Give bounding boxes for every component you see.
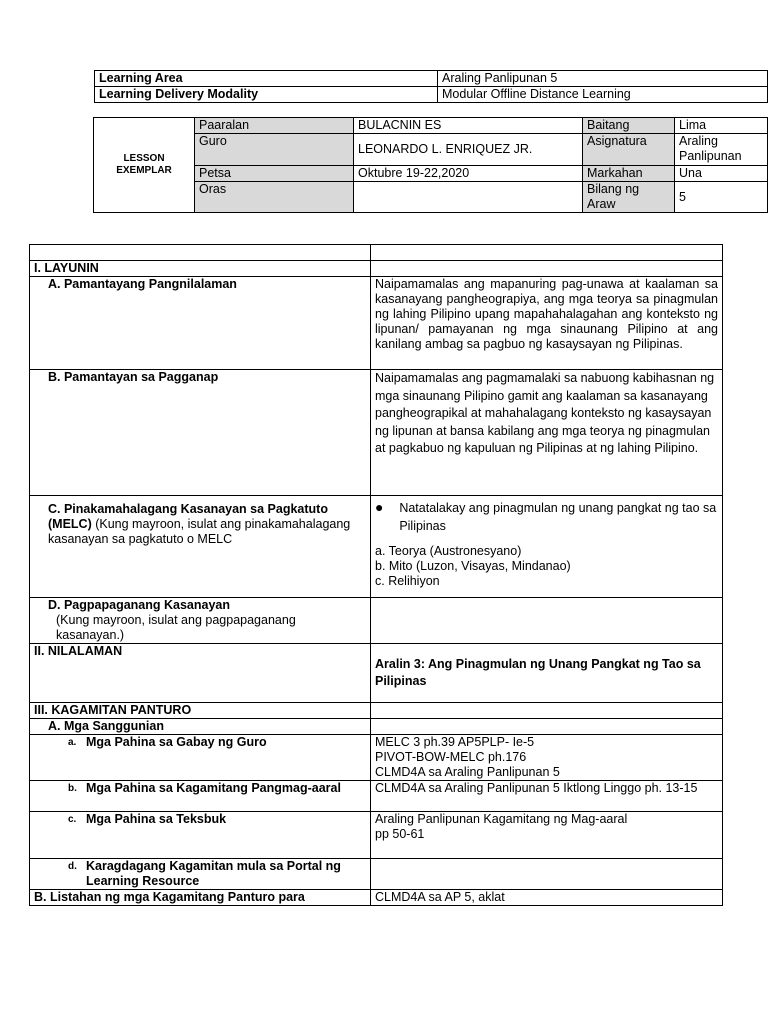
melc-bullet: [375, 500, 718, 535]
melc-label-rest: (Kung mayroon, isulat ang pinakamahalagang kasanayan sa pagkatuto o MELC: [48, 517, 351, 546]
bullet-icon: ●: [375, 499, 384, 515]
melc-item-c: c. Relihiyon: [375, 574, 440, 588]
modality-label: Learning Delivery Modality: [95, 87, 438, 103]
petsa-label: Petsa: [195, 166, 354, 182]
pangmag-aaral-text: Mga Pahina sa Kagamitang Pangmag-aaral: [86, 781, 341, 795]
melc-item-a: a. Teorya (Austronesyano): [375, 544, 522, 558]
gabay-guro-line-3: CLMD4A sa Araling Panlipunan 5: [375, 765, 560, 779]
melc-bullet-text: Natatalakay ang pinagmulan ng unang pangkat ng tao sa Pilipinas: [399, 501, 717, 533]
blank-cell: [371, 598, 723, 644]
gabay-guro-value: [371, 735, 723, 781]
asignatura-label: Asignatura: [583, 134, 675, 166]
bilang-value: 5: [675, 182, 768, 213]
blank-cell: [371, 261, 723, 277]
teksbuk-label: [30, 812, 371, 859]
pangmag-aaral-value: CLMD4A sa Araling Panlipunan 5 Iktlong Linggo ph. 13-15: [371, 781, 723, 812]
info-table: [93, 117, 768, 213]
paaralan-label: Paaralan: [195, 118, 354, 134]
teksbuk-line-2: pp 50-61: [375, 827, 425, 841]
listahan-value: CLMD4A sa AP 5, aklat: [371, 890, 723, 906]
oras-value: [354, 182, 583, 213]
guro-value: LEONARDO L. ENRIQUEZ JR.: [354, 134, 583, 166]
baitang-label: Baitang: [583, 118, 675, 134]
gabay-guro-text: Mga Pahina sa Gabay ng Guro: [86, 735, 267, 749]
melc-label: [30, 496, 371, 598]
teksbuk-letter: c.: [68, 814, 77, 825]
nilalaman-title: II. NILALAMAN: [30, 644, 371, 703]
asignatura-value: Araling Panlipunan: [675, 134, 768, 166]
paaralan-value: BULACNIN ES: [354, 118, 583, 134]
pangnilalaman-label: A. Pamantayang Pangnilalaman: [30, 277, 371, 370]
portal-text: Karagdagang Kagamitan mula sa Portal ng Learning Resource: [86, 859, 341, 888]
learning-area-label: Learning Area: [95, 71, 438, 87]
guro-label: Guro: [195, 134, 354, 166]
kagamitan-title: III. KAGAMITAN PANTURO: [30, 703, 371, 719]
portal-letter: d.: [68, 861, 77, 872]
sanggunian-label: A. Mga Sanggunian: [30, 719, 371, 735]
markahan-value: Una: [675, 166, 768, 182]
teksbuk-value: [371, 812, 723, 859]
markahan-label: Markahan: [583, 166, 675, 182]
blank-cell: [371, 859, 723, 890]
petsa-value: Oktubre 19-22,2020: [354, 166, 583, 182]
gabay-guro-label: [30, 735, 371, 781]
lesson-table: [29, 244, 723, 906]
melc-item-b: b. Mito (Luzon, Visayas, Mindanao): [375, 559, 571, 573]
baitang-value: Lima: [675, 118, 768, 134]
melc-label-bold: C. Pinakamahalagang Kasanayan sa Pagkatuto (MELC): [48, 502, 328, 531]
lesson-exemplar-label: LESSON EXEMPLAR: [94, 118, 195, 213]
header-table: [94, 70, 768, 103]
pagpapaganang-label-bold: D. Pagpapaganang Kasanayan: [48, 598, 231, 612]
pagganap-label: B. Pamantayan sa Pagganap: [30, 370, 371, 496]
gabay-guro-line-1: MELC 3 ph.39 AP5PLP- Ie-5: [375, 735, 535, 749]
learning-area-value: Araling Panlipunan 5: [438, 71, 768, 87]
blank-cell: [371, 703, 723, 719]
oras-label: Oras: [195, 182, 354, 213]
pagganap-value: Naipamamalas ang pagmamalaki sa nabuong kabihasnan ng mga sinaunang Pilipino gamit ang kaalaman sa kasanayang pangheograpikal at mahahalagang konteksto ng kasaysayan ng lipunan at bansa kabilang ang mga teorya ng pinagmulan at pagkabuo ng kapuluan ng Pilipinas at ng lahing Pilipino.: [371, 370, 723, 496]
blank-cell: [371, 245, 723, 261]
pagpapaganang-label: [30, 598, 371, 644]
pangnilalaman-value: Naipamamalas ang mapanuring pag-unawa at kaalaman sa kasanayang pangheograpiya, ang mga teorya sa pinagmulan ng lahing Pilipino upang mapahahalagahan ang konteksto ng lipunan/ pamayanan ng mga sinaunang Pilipino at ang kanilang ambag sa pagbuo ng kasaysayan ng Pilipinas.: [371, 277, 723, 370]
pangmag-aaral-letter: b.: [68, 783, 77, 794]
teksbuk-text: Mga Pahina sa Teksbuk: [86, 812, 227, 826]
portal-label: [30, 859, 371, 890]
modality-value: Modular Offline Distance Learning: [438, 87, 768, 103]
pagpapaganang-label-rest: (Kung mayroon, isulat ang pagpapaganang kasanayan.): [56, 613, 296, 642]
blank-cell: [30, 245, 371, 261]
nilalaman-value: Aralin 3: Ang Pinagmulan ng Unang Pangkat ng Tao sa Pilipinas: [371, 644, 723, 703]
layunin-title: I. LAYUNIN: [30, 261, 371, 277]
melc-value: [371, 496, 723, 598]
listahan-label: B. Listahan ng mga Kagamitang Panturo para: [30, 890, 371, 906]
blank-cell: [371, 719, 723, 735]
bilang-label: Bilang ng Araw: [583, 182, 675, 213]
gabay-guro-letter: a.: [68, 737, 77, 748]
gabay-guro-line-2: PIVOT-BOW-MELC ph.176: [375, 750, 527, 764]
teksbuk-line-1: Araling Panlipunan Kagamitang ng Mag-aaral: [375, 812, 628, 826]
pangmag-aaral-label: [30, 781, 371, 812]
